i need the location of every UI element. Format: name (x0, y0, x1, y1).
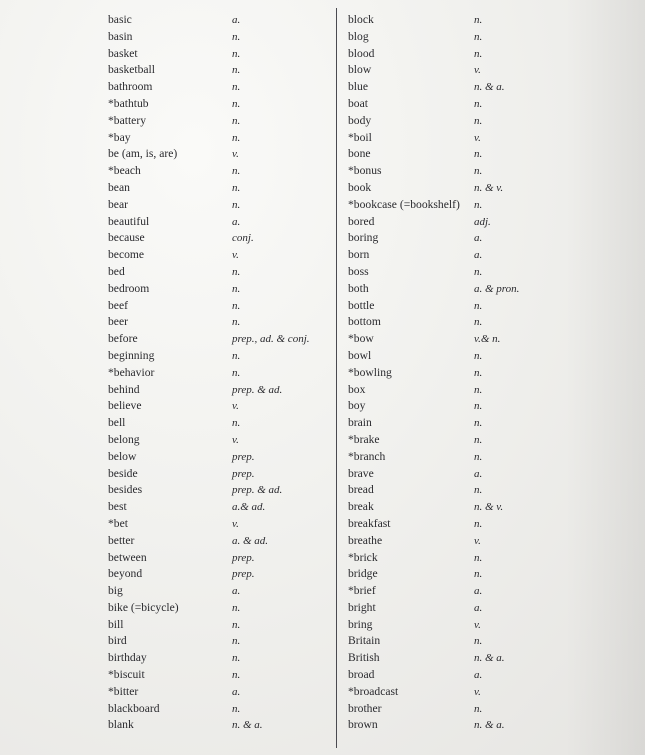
word-entry (340, 650, 640, 667)
word-entry (0, 701, 336, 718)
part-of-speech: n. (474, 198, 483, 211)
word-entry (340, 264, 640, 281)
headword: *behavior (108, 365, 155, 379)
part-of-speech: n. (474, 14, 483, 26)
word-entry (340, 79, 640, 96)
headword: both (348, 281, 369, 295)
part-of-speech: n. (232, 417, 241, 430)
part-of-speech: n. (474, 417, 483, 430)
headword: boring (348, 231, 379, 245)
headword: bring (348, 617, 373, 631)
part-of-speech: n. (232, 349, 241, 362)
word-entry (340, 12, 640, 29)
part-of-speech: n. (232, 282, 241, 295)
headword: boy (348, 399, 366, 413)
word-entry (340, 113, 640, 130)
part-of-speech: n. (474, 47, 483, 60)
headword: beyond (108, 567, 143, 581)
part-of-speech: n. & v. (474, 501, 504, 514)
part-of-speech: n. & a. (474, 719, 505, 732)
part-of-speech: n. (474, 165, 483, 178)
word-entry (0, 62, 336, 79)
word-entry (0, 449, 336, 466)
word-entry (340, 583, 640, 600)
word-entry (340, 348, 640, 365)
word-entry (0, 163, 336, 180)
part-of-speech: prep. & ad. (232, 484, 283, 497)
part-of-speech: v. (474, 534, 481, 547)
part-of-speech: a.& ad. (232, 501, 266, 514)
word-entry (340, 499, 640, 516)
word-entry (0, 499, 336, 516)
part-of-speech: n. (474, 366, 483, 379)
headword: broad (348, 668, 375, 682)
headword: between (108, 550, 147, 564)
part-of-speech: n. (474, 484, 483, 497)
headword: better (108, 533, 135, 547)
headword: before (108, 332, 138, 346)
part-of-speech: n. (474, 265, 483, 278)
headword: brain (348, 416, 372, 430)
headword: bell (108, 416, 126, 430)
word-entry (0, 533, 336, 550)
headword: blue (348, 80, 368, 94)
part-of-speech: n. (232, 47, 241, 60)
headword: beautiful (108, 214, 150, 228)
word-entry (0, 298, 336, 315)
word-entry (0, 314, 336, 331)
headword: bedroom (108, 281, 150, 295)
part-of-speech: n. (232, 198, 241, 211)
headword: boat (348, 96, 368, 110)
part-of-speech: a. (474, 585, 483, 598)
part-of-speech: n. (232, 601, 241, 614)
part-of-speech: n. (232, 299, 241, 312)
headword: believe (108, 399, 142, 413)
word-entry (340, 230, 640, 247)
headword: beginning (108, 348, 155, 362)
part-of-speech: a. (474, 601, 483, 614)
word-entry (0, 247, 336, 264)
word-entry (340, 415, 640, 432)
word-entry (340, 180, 640, 197)
word-entry (0, 398, 336, 415)
word-entry (340, 550, 640, 567)
word-entry (0, 180, 336, 197)
word-entry (340, 46, 640, 63)
word-entry (0, 113, 336, 130)
headword: behind (108, 382, 140, 396)
headword: *bet (108, 516, 128, 530)
word-entry (0, 96, 336, 113)
part-of-speech: v. (232, 433, 239, 446)
part-of-speech: n. (474, 433, 483, 446)
headword: book (348, 180, 372, 194)
word-entry (0, 415, 336, 432)
part-of-speech: prep., ad. & conj. (232, 333, 310, 346)
part-of-speech: n. (232, 669, 241, 682)
headword: bean (108, 180, 130, 194)
word-entry (340, 163, 640, 180)
headword: basic (108, 13, 132, 26)
word-entry (340, 281, 640, 298)
word-entry (0, 382, 336, 399)
word-entry (340, 633, 640, 650)
headword: beef (108, 298, 128, 312)
headword: basin (108, 29, 133, 43)
headword: *brick (348, 550, 378, 564)
word-entry (0, 230, 336, 247)
headword: body (348, 113, 372, 127)
word-entry (340, 432, 640, 449)
part-of-speech: a. (474, 249, 483, 262)
part-of-speech: a. (232, 215, 241, 228)
word-entry (0, 12, 336, 29)
part-of-speech: a. (474, 467, 483, 480)
part-of-speech: n. (474, 383, 483, 396)
headword: bird (108, 634, 127, 648)
word-entry (0, 432, 336, 449)
word-entry (0, 29, 336, 46)
part-of-speech: a. (232, 585, 241, 598)
word-entry (340, 533, 640, 550)
headword: brave (348, 466, 374, 480)
word-entry (340, 130, 640, 147)
headword: below (108, 449, 137, 463)
headword: basketball (108, 63, 156, 77)
word-entry (340, 331, 640, 348)
headword: *bitter (108, 684, 139, 698)
part-of-speech: n. & v. (474, 181, 504, 194)
word-entry (0, 516, 336, 533)
word-entry (340, 96, 640, 113)
headword: *bonus (348, 164, 382, 178)
word-entry (340, 717, 640, 734)
right-word-column (340, 12, 640, 734)
headword: *bathtub (108, 96, 149, 110)
word-entry (0, 617, 336, 634)
word-entry (340, 600, 640, 617)
word-entry (340, 29, 640, 46)
part-of-speech: v. (232, 517, 239, 530)
part-of-speech: v. (474, 618, 481, 631)
part-of-speech: v. (232, 400, 239, 413)
word-entry (340, 516, 640, 533)
part-of-speech: v. (232, 249, 239, 262)
part-of-speech: n. (232, 618, 241, 631)
word-entry (0, 684, 336, 701)
part-of-speech: n. (474, 349, 483, 362)
headword: bathroom (108, 80, 153, 94)
word-entry (0, 600, 336, 617)
part-of-speech: n. (232, 114, 241, 127)
word-entry (0, 197, 336, 214)
word-entry (0, 583, 336, 600)
headword: *bowling (348, 365, 392, 379)
headword: Britain (348, 634, 381, 648)
word-entry (340, 197, 640, 214)
headword: breakfast (348, 516, 391, 530)
headword: *brief (348, 584, 376, 598)
word-entry (0, 331, 336, 348)
headword: blow (348, 63, 372, 77)
word-entry (0, 348, 336, 365)
part-of-speech: prep. (232, 551, 255, 564)
part-of-speech: n. (232, 97, 241, 110)
part-of-speech: n. (232, 181, 241, 194)
word-entry (0, 650, 336, 667)
part-of-speech: n. (232, 702, 241, 715)
word-entry (0, 633, 336, 650)
headword: bright (348, 600, 376, 614)
headword: brown (348, 718, 378, 732)
word-entry (0, 482, 336, 499)
headword: born (348, 248, 370, 262)
headword: beer (108, 315, 128, 329)
part-of-speech: n. (232, 316, 241, 329)
headword: *beach (108, 164, 141, 178)
part-of-speech: n. (474, 568, 483, 581)
word-entry (340, 684, 640, 701)
headword: birthday (108, 651, 147, 665)
word-entry (340, 314, 640, 331)
part-of-speech: n. (232, 635, 241, 648)
word-entry (340, 701, 640, 718)
word-entry (340, 298, 640, 315)
part-of-speech: v. (232, 148, 239, 161)
headword: bottle (348, 298, 375, 312)
headword: British (348, 651, 380, 665)
word-entry (340, 247, 640, 264)
part-of-speech: n. (232, 652, 241, 665)
part-of-speech: n. (474, 97, 483, 110)
part-of-speech: adj. (474, 215, 491, 228)
headword: block (348, 13, 374, 26)
headword: bread (348, 483, 374, 497)
headword: belong (108, 432, 140, 446)
part-of-speech: n. (474, 400, 483, 413)
part-of-speech: n. (474, 148, 483, 161)
word-entry (340, 382, 640, 399)
headword: bottom (348, 315, 381, 329)
headword: blog (348, 29, 369, 43)
headword: bowl (348, 348, 372, 362)
headword: bored (348, 214, 375, 228)
part-of-speech: v. (474, 64, 481, 77)
headword: because (108, 231, 145, 245)
part-of-speech: n. (474, 517, 483, 530)
part-of-speech: n. (474, 299, 483, 312)
word-entry (340, 214, 640, 231)
part-of-speech: n. (232, 30, 241, 43)
part-of-speech: n. (474, 635, 483, 648)
headword: *brake (348, 432, 380, 446)
word-entry (0, 466, 336, 483)
headword: box (348, 382, 366, 396)
part-of-speech: a. (474, 232, 483, 245)
part-of-speech: n. (474, 702, 483, 715)
word-entry (340, 566, 640, 583)
word-entry (0, 214, 336, 231)
word-entry (340, 146, 640, 163)
part-of-speech: a. (232, 685, 241, 698)
headword: bone (348, 147, 371, 161)
part-of-speech: n. (232, 366, 241, 379)
word-entry (340, 398, 640, 415)
part-of-speech: n. (474, 450, 483, 463)
part-of-speech: n. (232, 265, 241, 278)
headword: *bay (108, 130, 131, 144)
headword: blackboard (108, 701, 160, 715)
word-entry (0, 79, 336, 96)
part-of-speech: conj. (232, 232, 254, 245)
part-of-speech: v. (474, 685, 481, 698)
headword: brother (348, 701, 382, 715)
word-entry (340, 449, 640, 466)
part-of-speech: n. & a. (474, 652, 505, 665)
part-of-speech: a. (474, 669, 483, 682)
headword: bear (108, 197, 128, 211)
word-entry (0, 264, 336, 281)
part-of-speech: a. (232, 14, 241, 26)
headword: *battery (108, 113, 146, 127)
part-of-speech: n. & a. (474, 81, 505, 94)
part-of-speech: prep. (232, 568, 255, 581)
headword: *broadcast (348, 684, 399, 698)
headword: beside (108, 466, 138, 480)
headword: besides (108, 483, 143, 497)
headword: *branch (348, 449, 386, 463)
word-entry (340, 62, 640, 79)
word-entry (0, 146, 336, 163)
part-of-speech: v. (474, 131, 481, 144)
part-of-speech: n. (232, 131, 241, 144)
word-entry (340, 466, 640, 483)
column-divider (336, 8, 337, 748)
part-of-speech: n. (474, 316, 483, 329)
headword: boss (348, 264, 369, 278)
word-entry (0, 566, 336, 583)
word-entry (0, 46, 336, 63)
part-of-speech: a. & ad. (232, 534, 269, 547)
headword: *biscuit (108, 668, 145, 682)
part-of-speech: n. & a. (232, 719, 263, 732)
word-entry (340, 667, 640, 684)
word-entry (340, 365, 640, 382)
headword: blank (108, 718, 134, 732)
part-of-speech: n. (474, 114, 483, 127)
word-entry (0, 281, 336, 298)
headword: basket (108, 46, 138, 60)
part-of-speech: prep. & ad. (232, 383, 283, 396)
part-of-speech: n. (474, 551, 483, 564)
word-entry (340, 617, 640, 634)
headword: blood (348, 46, 375, 60)
headword: bike (=bicycle) (108, 600, 179, 614)
word-entry (0, 717, 336, 734)
part-of-speech: v.& n. (474, 333, 501, 346)
part-of-speech: n. (474, 30, 483, 43)
part-of-speech: a. & pron. (474, 282, 520, 295)
part-of-speech: n. (232, 165, 241, 178)
headword: *bookcase (=bookshelf) (348, 197, 460, 211)
headword: bill (108, 617, 124, 631)
headword: bed (108, 264, 125, 278)
part-of-speech: n. (232, 64, 241, 77)
headword: best (108, 500, 127, 514)
part-of-speech: n. (232, 81, 241, 94)
word-entry (340, 482, 640, 499)
headword: *bow (348, 332, 374, 346)
headword: break (348, 500, 374, 514)
word-entry (0, 550, 336, 567)
left-word-column (0, 12, 336, 734)
headword: big (108, 584, 123, 598)
word-entry (0, 667, 336, 684)
headword: become (108, 248, 145, 262)
headword: be (am, is, are) (108, 147, 178, 161)
word-entry (0, 130, 336, 147)
headword: bridge (348, 567, 378, 581)
part-of-speech: prep. (232, 467, 255, 480)
word-entry (0, 365, 336, 382)
part-of-speech: prep. (232, 450, 255, 463)
headword: breathe (348, 533, 383, 547)
headword: *boil (348, 130, 372, 144)
